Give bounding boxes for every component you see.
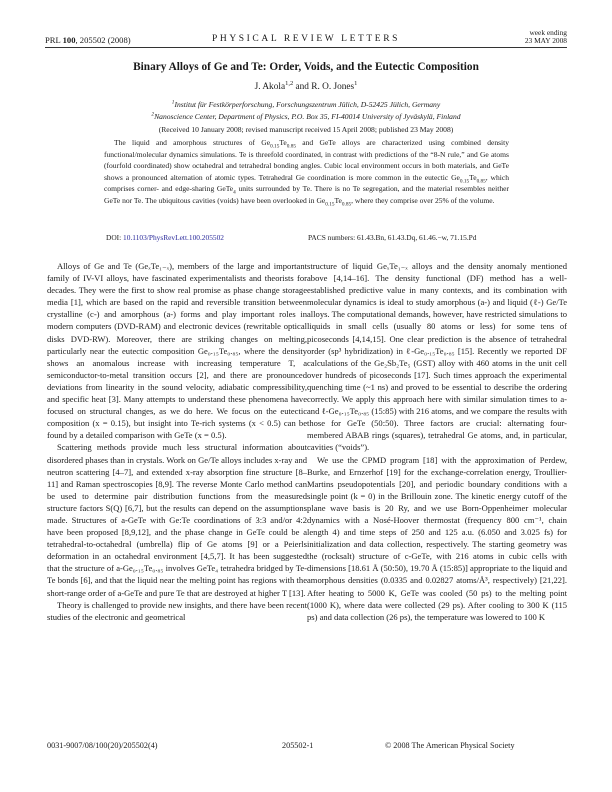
author-list: J. Akola$^{1,2}$ and R. O. Jones$^1$ bbox=[254, 79, 358, 92]
formula: $Ge_{0.15}Te_{0.85}$ bbox=[451, 172, 486, 184]
doi: DOI: 10.1103/PhysRevLett.100.205502 bbox=[106, 233, 224, 242]
paper-title: Binary Alloys of Ge and Te: Order, Voids, and the Eutectic Composition bbox=[133, 61, 479, 73]
copyright: © 2008 The American Physical Society bbox=[385, 741, 515, 750]
formula: $Ge_{0.15}Te_{0.85}$ bbox=[261, 138, 296, 150]
abstract: The liquid and amorphous structures of $Ge_{0.15}Te_{0.85}$ and GeTe alloys are characterized using combined density functional/molecular dynamics simulations. Te is threefold coordinated, in contrast with predictions of the “8-N rule,” and Ge atoms (fourfold coordinated) show octahedral and tetrahedral bonding angles. Cubic local environment occurs in both materials, and GeTe shows a pronounced alternation of atomic types. Tetrahedral Ge coordination is more common in the eutectic $Ge_{0.15}Te_{0.85}$, which comprises corner- and edge-sharing GeTe$_4$ units surrounded by Te. There is no Te segregation, and the material resembles neither GeTe nor Te. The ubiquitous cavities (voids) have been overlooked in $Ge_{0.15}Te_{0.85}$, where they comprise over 25% of the volume. bbox=[104, 138, 509, 207]
pacs-numbers: PACS numbers: 61.43.Bn, 61.43.Dq, 61.46.−w, 71.15.Pd bbox=[308, 233, 477, 242]
paragraph: Alloys of Ge and Te (GeₓTe₁₋ₓ), members of the large and important family of IV-VI alloys, have fascinated experimentalists and theorists for decades. They were the first to show real promise as phase change storage media [1], which are based on the rapid and reversible transition between crystalline (c-) and amorphous (a-) forms and play important roles in modern computers (DVD-RAM) and electronic devices (rewritable optical disks DVD-RW). Moreover, there are striking changes on melting, particularly near the eutectic composition Ge₀.₁₅Te₀.₈₅, where the density shows an anomalous increase with increasing temperature T, a semiconductor-to-metal transition occurs [2], and there are pronounced deviations from linearity in the sound velocity, adiabatic compressibility, and specific heat [3]. Many attempts to understand these phenomena have focused on structural changes, as we do here. We focus on the eutectic composition (x = 0.15), but insight into Te-rich systems (x < 0.5) can be found by a detailed comparison with GeTe (x = 0.5). bbox=[47, 261, 307, 441]
journal-reference: PRL 100, 205502 (2008) bbox=[45, 35, 131, 45]
received-dates: (Received 10 January 2008; revised manuscript received 15 April 2008; published 23 May 2008) bbox=[158, 125, 454, 134]
body-left-column bbox=[47, 260, 307, 623]
running-header bbox=[45, 27, 567, 48]
paragraph: Scattering methods provide much less structural information about disordered phases than in crystals. Work on Ge/Te alloys includes x-ray and neutron scattering [4–7], and extended x-ray absorption fine structure [8–11] and Raman spectroscopies [8,9]. The reverse Monte Carlo method can be used to determine pair distribution functions from the measured structure factors S(Q) [6,7], but the results can depend on the assumptions made. Structures of a-GeTe with Ge:Te coordinations of 3:3 and/or 4:2 have been proposed [8,9,12], and the phase change in GeTe could be a tetrahedral-to-octahedral (umbrella) flip of Ge atoms [9] or a Peierls deformation in an octahedral environment [4,5,7]. It has been suggested that the structure of a-Ge₀.₁₅Te₀.₈₅ involves GeTe₄ tetrahedra bridged by Te-Te bonds [6], and that the liquid near the melting point has regions with the short-range order of a-GeTe and pure Te that are destroyed at higher T [13]. bbox=[47, 442, 307, 598]
week-ending: week ending 23 MAY 2008 bbox=[524, 28, 567, 45]
paragraph: Theory is challenged to provide new insights, and there have been recent studies of the electronic and geometrical bbox=[47, 599, 307, 622]
formula: $Ge_{0.15}Te_{0.85}$ bbox=[316, 195, 352, 207]
paragraph: We use the CPMD program [18] with the approximation of Perdew, Burke, and Ernzerhof [19] for the exchange-correlation energy, Troullier-Martins pseudopotentials [20], and periodic boundary conditions with a single point (k = 0) in the Brillouin zone. The kinetic energy cutoff of the plane wave basis is 20 Ry, and we use Born-Oppenheimer molecular dynamics with a Nosé-Hoover thermostat (frequency 800 cm⁻¹, chain length 4) and time steps of 250 and 125 a.u. (6.050 and 3.025 fs) for initialization and data collection, respectively. The starting geometry was the (rocksalt) structure of c-GeTe, with 216 atoms in cubic cells with dimensions [18.61 Å (50:50), 19.70 Å (15:85)] appropriate to the liquid and amorphous densities (0.0335 and 0.02827 atoms/Å³, respectively) [21,22]. After heating to 5000 K, GeTe was cooled (50 ps) to the melting point (1000 K), where data were collected (29 ps). After cooling to 300 K (115 ps) and data collection (26 ps), the temperature was lowered to 100 K bbox=[307, 454, 567, 622]
affiliation: $^2$Nanoscience Center, Department of Physics, P.O. Box 35, FI-40014 University of Jyväskylä, Finland bbox=[151, 111, 461, 121]
author-name: J. Akola bbox=[254, 82, 286, 92]
doi-link[interactable]: 10.1103/PhysRevLett.100.205502 bbox=[123, 233, 224, 242]
page-number: 205502-1 bbox=[282, 741, 314, 750]
body-right-column bbox=[307, 260, 567, 623]
volume-number: 100 bbox=[62, 35, 76, 45]
author-name: R. O. Jones bbox=[311, 82, 355, 92]
footer-code: 0031-9007/08/100(20)/205502(4) bbox=[47, 741, 158, 750]
journal-name: PHYSICAL REVIEW LETTERS bbox=[211, 34, 401, 44]
affiliation: $^1$Institut für Festkörperforschung, Forschungszentrum Jülich, D-52425 Jülich, Germany bbox=[171, 99, 441, 109]
paragraph: structure of liquid GeₓTe₁₋ₓ alloys and the density anomaly mentioned above [4,14–16]. The density functional (DF) method has a well-established predictive value in many contexts, and its combination with molecular dynamics is ideal to study amorphous (a-) and liquid (ℓ-) Ge/Te alloys. The computational demands, however, have restricted simulations to liquids in small cells (usually 80 atoms or less) for some tens of picoseconds [4,14,15]. One clear prediction is the absence of tetrahedral order (sp³ hybridization) in ℓ-Ge₀.₁₅Te₀.₈₅ [15]. Recently we reported DF calculations of the Ge₂Sb₂Te₅ (GST) alloy with 460 atoms in the unit cell over hundreds of picoseconds [17]. Such times approach the experimental quenching time (~1 ns) and proved to be essential to describe the ordering correctly. We apply this approach here with similar simulation times to a- and ℓ-Ge₀.₁₅Te₀.₈₅ (15:85) with 216 atoms, and we compare the results with those for GeTe (50:50). Three factors are crucial: alternating four-membered ABAB rings (squares), tetrahedral Ge atoms, and, in particular, cavities (“voids”). bbox=[307, 261, 567, 453]
